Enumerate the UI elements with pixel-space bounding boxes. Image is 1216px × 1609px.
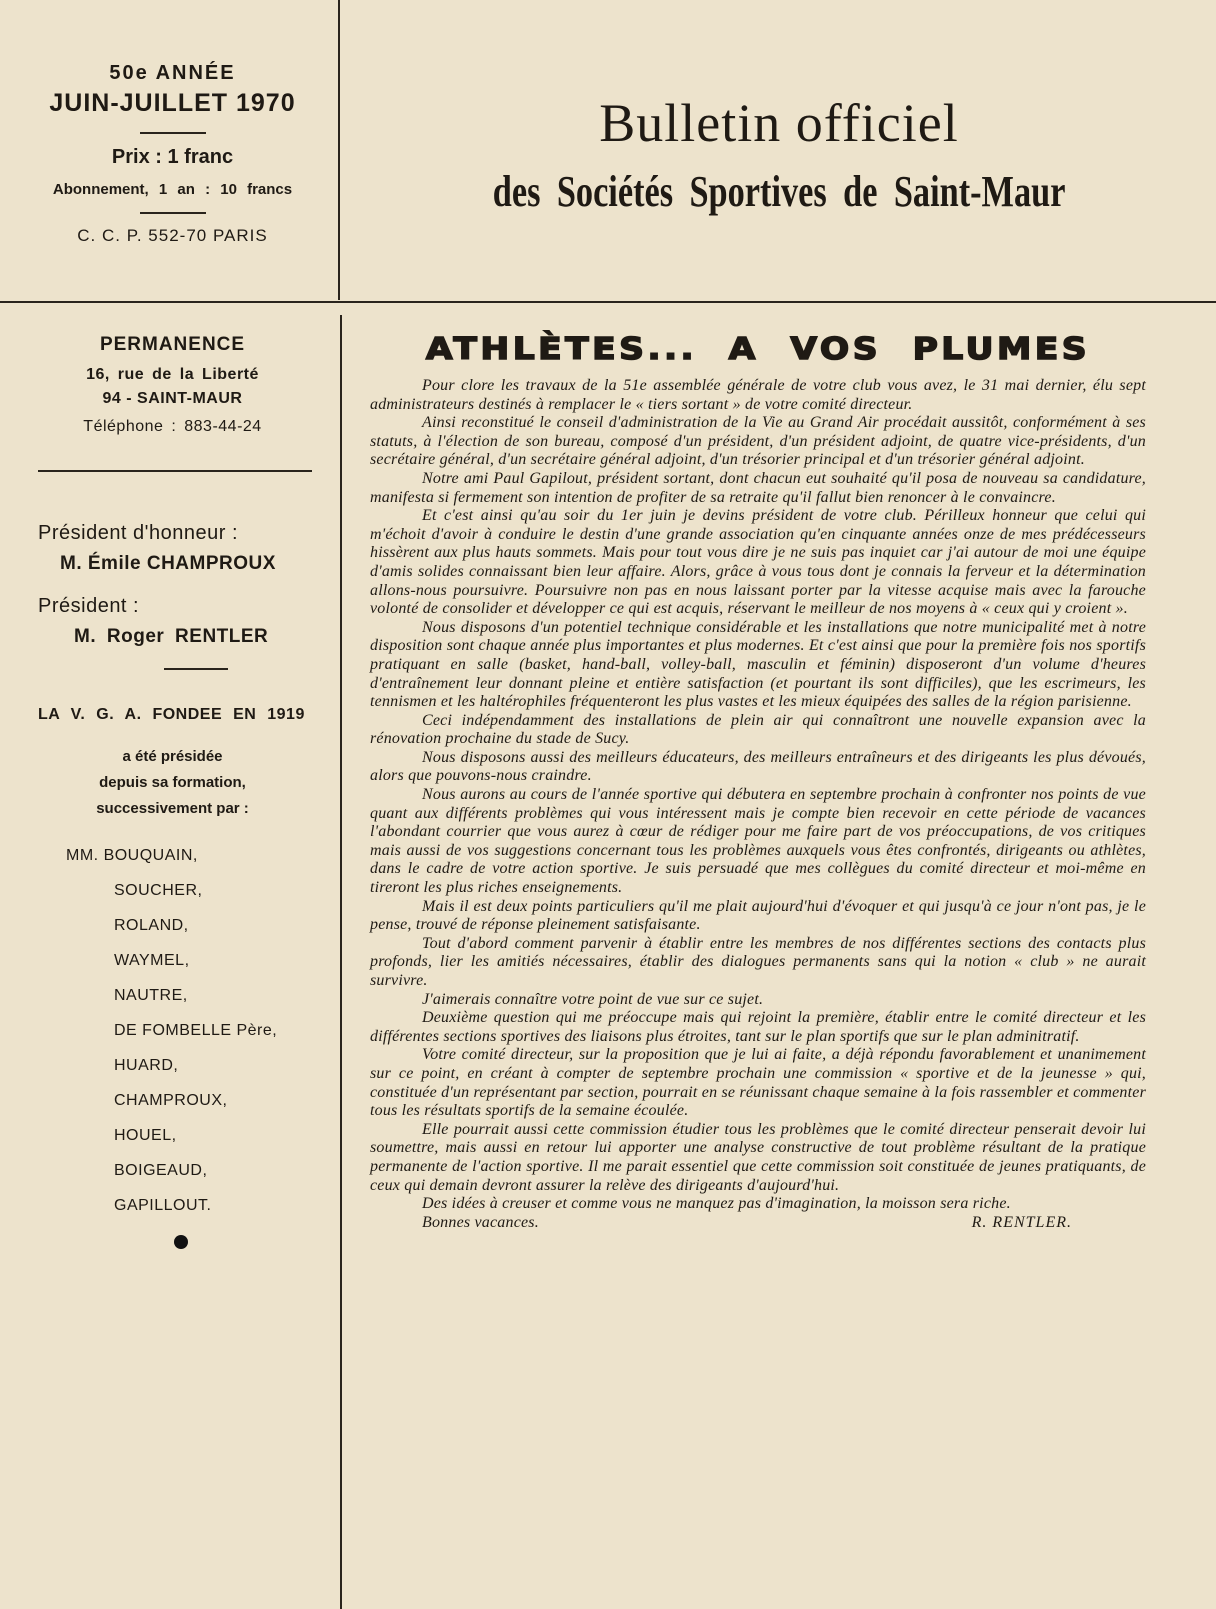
sidebar [20,334,340,1249]
list-item: HOUEL, [114,1127,177,1144]
founding-line: LA V. G. A. FONDEE EN 1919 [38,706,305,723]
paragraph: Pour clore les travaux de la 51e assemblée générale de votre club vous avez, le 31 mai dernier, élu sept administrateurs destinés à remplacer le « tiers sortant » de votre comité directeur. [370,377,1146,413]
permanence-heading: PERMANENCE [99,334,246,355]
list-item: CHAMPROUX, [114,1092,228,1109]
list-item: HUARD, [114,1057,179,1074]
paragraph: Ainsi reconstitué le conseil d'administration de la Vie au Grand Air procédait aussitôt, conformément à ses statuts, à l'élection de son bureau, composé d'un président, d'un président adjoint, de quatre vice-présidents, d'un secrétaire général, d'un secrétaire général adjoint, d'un trésorier principal et d'un trésorier général adjoint. [370,414,1146,469]
info-rule [140,132,206,134]
paragraph: Nous disposons aussi des meilleurs éducateurs, des meilleurs entraîneurs et des dirigeants les plus dévoués, alors que pouvons-nous craindre. [370,748,1146,785]
past-presidents-list [20,838,340,1223]
names-prefix: MM. [66,847,99,864]
closing-line: Bonnes vacances. [422,1213,539,1231]
list-item: WAYMEL, [114,952,190,969]
paragraph: Deuxième question qui me préoccupe mais qui rejoint la première, établir entre le comité directeur et les différentes sections sportives des liaisons plus étroites, tant sur le plan sportifs que sur le plan adminitratif. [370,1009,1146,1045]
list-item: DE FOMBELLE Père, [114,1022,278,1039]
list-item: GAPILLOUT. [114,1197,212,1214]
issue-date: JUIN-JUILLET 1970 [49,89,296,117]
list-item: SOUCHER, [114,882,203,899]
paragraph: Nous disposons d'un potentiel technique considérable et les installations que notre municipalité met à notre disposition sont chaque année plus importantes et plus modernes. Et c'est ainsi que pour la première fois nos sportifs pratiquant en salle (basket, hand-ball, volley-ball, masculin et féminin) disposeront d'un volume d'heures d'entraînement leur donnant pleine et entière satisfaction (et pourtant ils sont difficiles), que les escrimeurs, les tennismen et les haltérophiles fréquenteront les plus vastes et les mieux équipées des salles de la région parisienne. [370,618,1146,711]
issue-info-box [20,62,325,246]
paragraph: Votre comité directeur, sur la proposition que je lui ai faite, a déjà répondu favorablement et unanimement sur ce point, en créant à compter de septembre prochain une commission « sportive et de la jeunesse » qui, constituée d'un représentant par section, pourrait en se réunissant chaque semaine à la fois rassembler et commenter tous les résultats sportifs de la semaine écoulée. [370,1046,1146,1120]
paragraph: Tout d'abord comment parvenir à établir entre les membres de nos différentes sections des contacts plus profonds, lier les amitiés nécessaires, établir des dialogues permanents sans qui la notion « club » ne aurait survivre. [370,934,1146,989]
president-label: Président : [38,595,140,617]
signoff [370,1214,1146,1233]
honorary-president-label: Président d'honneur : [38,522,239,544]
address-line-2: 94 - SAINT-MAUR [102,390,243,407]
masthead-title: Bulletin officiel [599,93,959,153]
presidents-intro [20,744,325,822]
presided-line-3: successivement par : [96,800,249,817]
phone-number: Téléphone : 883-44-24 [83,418,262,435]
presided-line-1: a été présidée [122,748,223,765]
sidebar-rule [38,470,312,472]
paragraph: Elle pourrait aussi cette commission étudier tous les problèmes que le comité directeur penserait devoir lui soumettre, mais aussi en retour lui apporter une analyse constructive de tout problème résultant de la pratique permanente de l'action sportive. Il me parait essentiel que cette commission soit constituée de jeunes pratiquants, de ceux qui demain devront assurer la relève des dirigeants d'aujourd'hui. [370,1120,1146,1194]
masthead-subtitle: des Sociétés Sportives de Saint-Maur [492,167,1066,216]
header-divider [0,301,1216,303]
editorial-article [370,332,1146,1232]
honorary-president-name: M. Émile CHAMPROUX [60,553,276,574]
article-body [370,377,1146,1232]
paragraph: J'aimerais connaître votre point de vue sur ce sujet. [422,990,764,1008]
paragraph: Nous aurons au cours de l'année sportive qui débutera en septembre prochain à confronter nos points de vue quant aux différents problèmes qui vous intéressent mais je compte bien recevoir en cette période de vacances l'abondant courrier que vous aurez à cœur de rédiger pour me faire part de vos préoccupations, de vos critiques mais aussi de vos suggestions concernant tous les problèmes auxquels vous êtes confrontés, dirigeants ou athlètes, dans le cadre de votre action sportive. Je suis persuadé que mes collègues du comité directeur et moi-même en tireront les plus riches enseignements. [370,786,1146,897]
paragraph: Mais il est deux points particuliers qu'il me plait aujourd'hui d'évoquer et qui jusqu'à ce jour n'ont pas, je le pense, trouvé de réponse pleinement satisfaisante. [370,897,1146,934]
address-line-1: 16, rue de la Liberté [86,366,259,383]
subscription-price: Abonnement, 1 an : 10 francs [52,181,293,198]
bullet-dot [174,1235,188,1249]
list-item [20,838,340,873]
president-name: M. Roger RENTLER [74,626,269,647]
paragraph: Notre ami Paul Gapilout, président sortant, dont chacun eut souhaité qu'il posa de nouveau sa candidature, manifesta si fermement son intention de profiter de sa retraite qu'il fallut bien renoncer à le convaincre. [370,469,1146,506]
list-item: NAUTRE, [114,987,188,1004]
paragraph: Ceci indépendamment des installations de plein air qui connaîtront une nouvelle expansion avec la rénovation prochaine du stade de Sucy. [370,711,1146,748]
masthead [342,92,1216,217]
list-item: BOIGEAUD, [114,1162,208,1179]
permanence-block [20,334,325,436]
paragraph: Des idées à creuser et comme vous ne manquez pas d'imagination, la moisson sera riche. [422,1195,1011,1213]
list-item: ROLAND, [114,917,189,934]
president-entry: BOUQUAIN, [103,847,198,864]
postal-account: C. C. P. 552-70 PARIS [77,226,268,245]
issue-price: Prix : 1 franc [111,146,234,168]
paragraph: Et c'est ainsi qu'au soir du 1er juin je devins président de votre club. Périlleux honneur que celui qui m'échoit d'avoir à conduire le destin d'une grande association qu'en cinquante années onze de mes prédécesseurs hissèrent aux plus hauts sommets. Mais pour tout vous dire je ne suis pas inquiet car j'ai autour de moi une équipe d'amis solides connaissant bien leur affaire. Alors, grâce à vous tous dont je connais la ferveur et la détermination allons-nous poursuivre. Poursuivre non pas en nous laissant porter par la vitesse acquise mais avec la farouche volonté de consolider et développer ce qui est acquis, réservant le meilleur de nos moyens à « ceux qui y croient ». [370,507,1146,618]
article-headline: ATHLÈTES... A VOS PLUMES [425,332,1091,367]
info-rule-2 [140,212,206,214]
top-column-divider [338,0,340,300]
signature: R. RENTLER. [971,1213,1072,1231]
issue-year: 50e ANNÉE [109,62,236,84]
presided-line-2: depuis sa formation, [99,774,246,791]
sidebar-short-rule [164,668,228,670]
body-column-divider [340,315,342,1609]
